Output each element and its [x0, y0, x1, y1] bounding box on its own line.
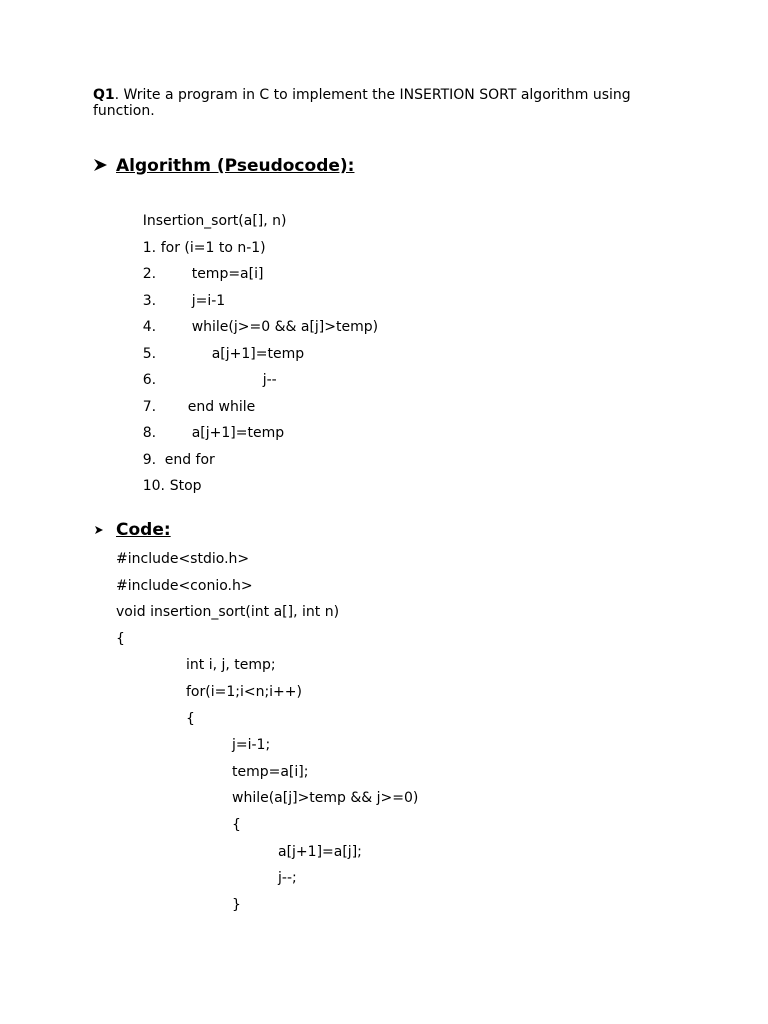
- line-number: 6.: [142, 372, 157, 388]
- code-line: a[j+1]=a[j];: [278, 843, 362, 860]
- code-line: #include<conio.h>: [116, 577, 253, 594]
- line-number: 3.: [142, 292, 157, 309]
- code-line: temp=a[i];: [232, 763, 309, 780]
- pseudocode-text: Stop: [169, 478, 202, 494]
- question-body: . Write a program in C to implement the INSERTION SORT algorithm using function.: [93, 87, 631, 119]
- pseudocode-text: a[j+1]=temp: [191, 425, 285, 441]
- code-line: void insertion_sort(int a[], int n): [116, 604, 340, 621]
- pseudocode-text: j=i-1: [191, 292, 226, 309]
- line-number: 5.: [142, 345, 157, 362]
- line-number: 8.: [142, 425, 157, 441]
- line-number: 10.: [142, 478, 165, 494]
- pseudocode-text: end for: [164, 451, 215, 468]
- line-number: 2.: [142, 266, 157, 282]
- pseudocode-text: end while: [187, 398, 256, 415]
- pseudocode-text: j--: [262, 372, 277, 388]
- line-number: 9.: [142, 451, 157, 468]
- arrowhead-bullet-icon: [93, 157, 116, 176]
- pseudocode-text: for (i=1 to n-1): [160, 239, 266, 256]
- code-line: #include<stdio.h>: [116, 551, 250, 567]
- code-heading-row: [93, 520, 171, 540]
- line-number: 4.: [142, 319, 157, 335]
- code-line: for(i=1;i<n;i++): [186, 684, 302, 700]
- code-line: while(a[j]>temp && j>=0): [232, 790, 419, 807]
- pseudocode-text: a[j+1]=temp: [211, 345, 305, 362]
- algorithm-heading: Algorithm (Pseudocode):: [116, 156, 355, 176]
- pseudocode-text: while(j>=0 && a[j]>temp): [191, 319, 379, 335]
- code-line: {: [186, 710, 195, 727]
- code-line: }: [232, 896, 241, 913]
- question-number: Q1: [93, 87, 115, 103]
- arrowhead-bullet-icon: [93, 521, 116, 540]
- pseudocode-line: [116, 459, 202, 513]
- code-line: j--;: [278, 870, 297, 887]
- question-text: [93, 87, 673, 119]
- code-line: int i, j, temp;: [186, 657, 276, 674]
- code-line: {: [116, 630, 125, 647]
- pseudocode-text: temp=a[i]: [191, 266, 264, 282]
- code-line: j=i-1;: [232, 737, 271, 754]
- code-line: {: [232, 817, 241, 833]
- line-number: 1.: [142, 239, 157, 256]
- algorithm-heading-row: [93, 156, 354, 176]
- line-number: 7.: [142, 398, 157, 415]
- code-heading: Code:: [116, 520, 171, 540]
- pseudocode-text: Insertion_sort(a[], n): [142, 213, 287, 229]
